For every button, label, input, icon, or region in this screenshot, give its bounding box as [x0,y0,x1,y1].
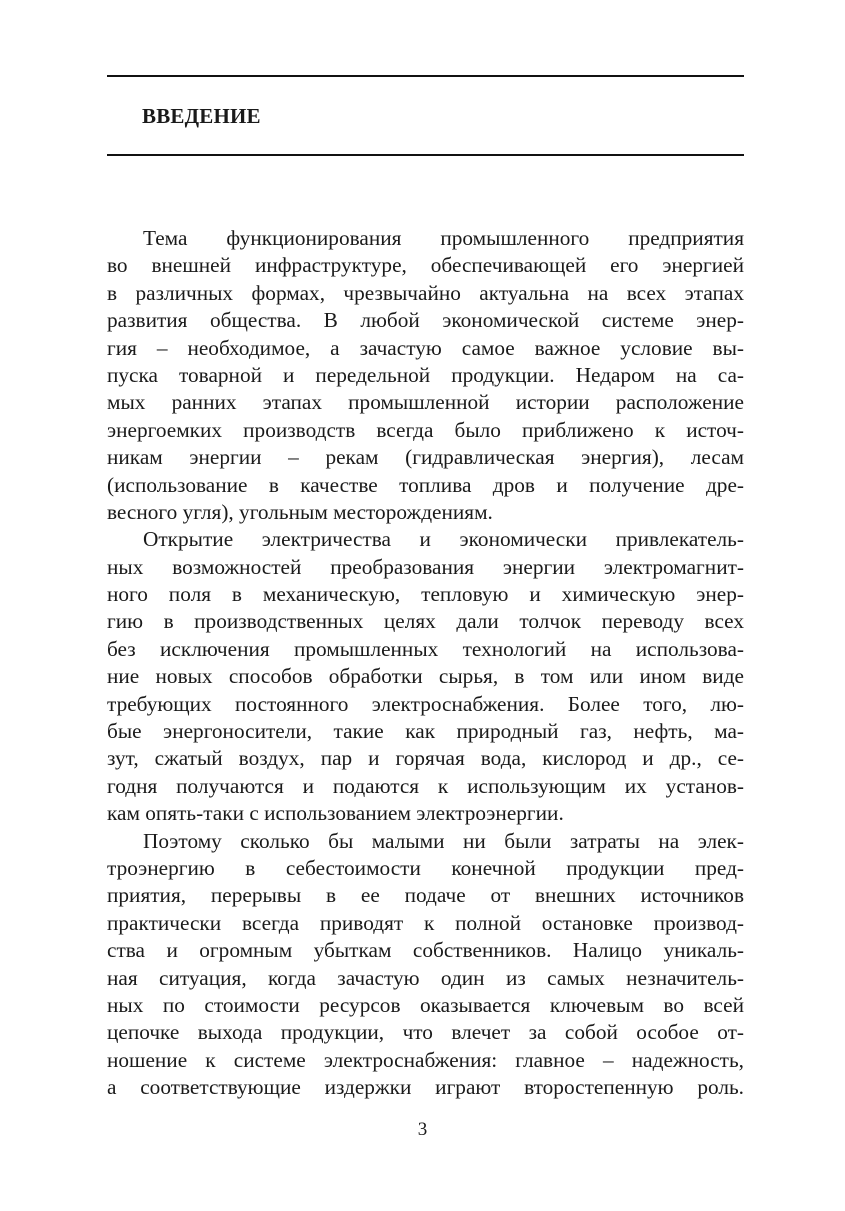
text-line: кам опять-таки с использованием электроэнергии. [107,801,564,826]
text-line: мых ранних этапах промышленной истории расположение [107,390,744,415]
paragraph [107,225,744,526]
paragraph [107,828,744,1102]
text-line: ства и огромным убыткам собственников. Налицо уникаль- [107,938,744,963]
text-line: цепочке выхода продукции, что влечет за собой особое от- [107,1020,744,1045]
text-line: ных по стоимости ресурсов оказывается ключевым во всей [107,992,744,1017]
text-line: никам энергии – рекам (гидравлическая энергия), лесам [107,445,744,470]
text-line: ная ситуация, когда зачастую один из самых незначитель- [107,965,744,990]
text-line: развития общества. В любой экономической системе энер- [107,308,744,333]
text-line: бые энергоносители, такие как природный газ, нефть, ма- [107,719,744,744]
text-line: в различных формах, чрезвычайно актуальна на всех этапах [107,280,744,305]
top-rule [107,75,744,77]
page-number: 3 [417,1119,428,1140]
text-line: пуска товарной и передельной продукции. Недаром на са- [107,362,744,387]
text-line: ного поля в механическую, тепловую и химическую энер- [107,582,744,607]
text-line: приятия, перерывы в ее подаче от внешних источников [107,883,744,908]
text-line: ношение к системе электроснабжения: главное – надежность, [107,1047,744,1072]
bottom-rule [107,154,744,156]
text-line: Открытие электричества и экономически привлекатель- [143,527,744,552]
text-line: гию в производственных целях дали толчок переводу всех [107,609,744,634]
text-line: Поэтому сколько бы малыми ни были затраты на элек- [143,828,744,853]
text-line: годня получаются и подаются к использующим их установ- [107,773,744,798]
text-line: требующих постоянного электроснабжения. Более того, лю- [107,691,744,716]
text-line: зут, сжатый воздух, пар и горячая вода, кислород и др., се- [107,746,744,771]
text-line: а соответствующие издержки играют второстепенную роль. [107,1075,744,1100]
text-line: без исключения промышленных технологий на использова- [107,636,744,661]
text-line: (использование в качестве топлива дров и получение дре- [107,472,744,497]
text-line: Тема функционирования промышленного предприятия [143,226,744,250]
text-line: весного угля), угольным месторождениям. [107,499,493,524]
text-line: ние новых способов обработки сырья, в том или ином виде [107,664,744,689]
chapter-heading: ВВЕДЕНИЕ [142,104,261,128]
text-line: гия – необходимое, а зачастую самое важное условие вы- [107,335,744,360]
text-line: во внешней инфраструктуре, обеспечивающей его энергией [107,253,744,278]
text-line: ных возможностей преобразования энергии электромагнит- [107,554,744,579]
text-line: энергоемких производств всегда было приближено к источ- [107,417,744,442]
text-line: практически всегда приводят к полной остановке производ- [107,910,744,935]
text-line: троэнергию в себестоимости конечной продукции пред- [107,855,744,880]
body-text [107,225,744,1102]
paragraph [107,526,744,827]
